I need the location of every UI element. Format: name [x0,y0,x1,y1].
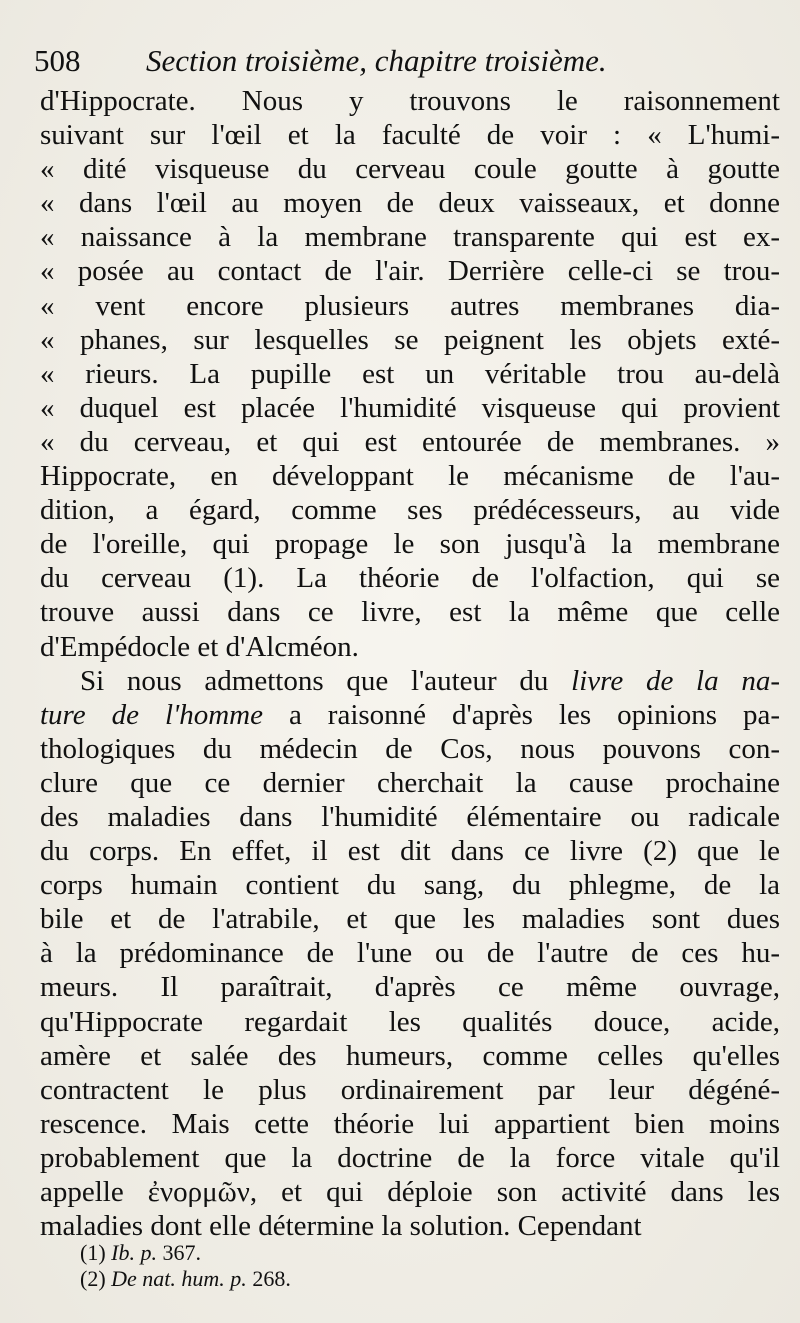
text-line: ture de l'homme a raisonné d'après les opinions pa- [40,698,780,731]
text-line: d'Hippocrate. Nous y trouvons le raisonnement [40,85,780,117]
text-line: « vent encore plusieurs autres membranes dia- [40,289,780,322]
text-line: rescence. Mais cette théorie lui appartient bien moins [40,1107,780,1140]
text-line: « naissance à la membrane transparente qui est ex- [40,221,780,254]
body-text [40,84,780,1243]
text-line: trouve aussi dans ce livre, est la même que celle [40,596,780,629]
text-line: « du cerveau, et qui est entourée de membranes. » [40,425,780,458]
text-line: appelle ἐνορμῶν, et qui déploie son activité dans les [40,1176,780,1208]
text-line: du corps. En effet, il est dit dans ce livre (2) que le [40,835,780,868]
text-line: « dans l'œil au moyen de deux vaisseaux, et donne [40,187,780,220]
text-line: « duquel est placée l'humidité visqueuse qui provient [40,391,780,424]
footnotes [80,1240,580,1292]
text-line: meurs. Il paraîtrait, d'après ce même ouvrage, [40,971,780,1004]
text-line: à la prédominance de l'une ou de l'autre de ces hu- [40,937,780,970]
text-line: « posée au contact de l'air. Derrière celle-ci se trou- [40,255,780,288]
running-title: Section troisième, chapitre troisième. [146,43,607,78]
footnote: (2) De nat. hum. p. 268. [80,1266,291,1291]
text-line: dition, a égard, comme ses prédécesseurs, au vide [40,494,780,527]
text-line: du cerveau (1). La théorie de l'olfaction, qui se [40,562,780,595]
text-line: « phanes, sur lesquelles se peignent les objets exté- [40,323,780,356]
text-line: thologiques du médecin de Cos, nous pouvons con- [40,732,780,765]
text-line: de l'oreille, qui propage le son jusqu'à la membrane [40,528,780,561]
page-header [34,40,774,82]
text-line: « dité visqueuse du cerveau coule goutte à goutte [40,153,780,186]
text-line: clure que ce dernier cherchait la cause prochaine [40,766,780,799]
footnote: (1) Ib. p. 367. [80,1240,201,1265]
text-line: qu'Hippocrate regardait les qualités douce, acide, [40,1005,780,1038]
text-line: d'Empédocle et d'Alcméon. [40,630,359,663]
text-line: corps humain contient du sang, du phlegme, de la [40,869,780,902]
text-line: « rieurs. La pupille est un véritable trou au-delà [40,357,780,390]
page-number: 508 [34,43,81,78]
text-line: contractent le plus ordinairement par leur dégéné- [40,1073,780,1106]
text-line: maladies dont elle détermine la solution. Cependant [40,1210,642,1243]
text-line: Hippocrate, en développant le mécanisme de l'au- [40,460,780,493]
text-line: probablement que la doctrine de la force vitale qu'il [40,1141,780,1174]
text-line: des maladies dans l'humidité élémentaire ou radicale [40,800,780,833]
text-line: Si nous admettons que l'auteur du livre de la na- [80,664,780,697]
book-title-part: ture de l'homme [40,698,263,731]
text-line: suivant sur l'œil et la faculté de voir : « L'humi- [40,119,780,152]
text-line: bile et de l'atrabile, et que les maladies sont dues [40,903,780,936]
book-title-part: livre de la na- [571,664,780,697]
text-line: amère et salée des humeurs, comme celles qu'elles [40,1039,780,1072]
